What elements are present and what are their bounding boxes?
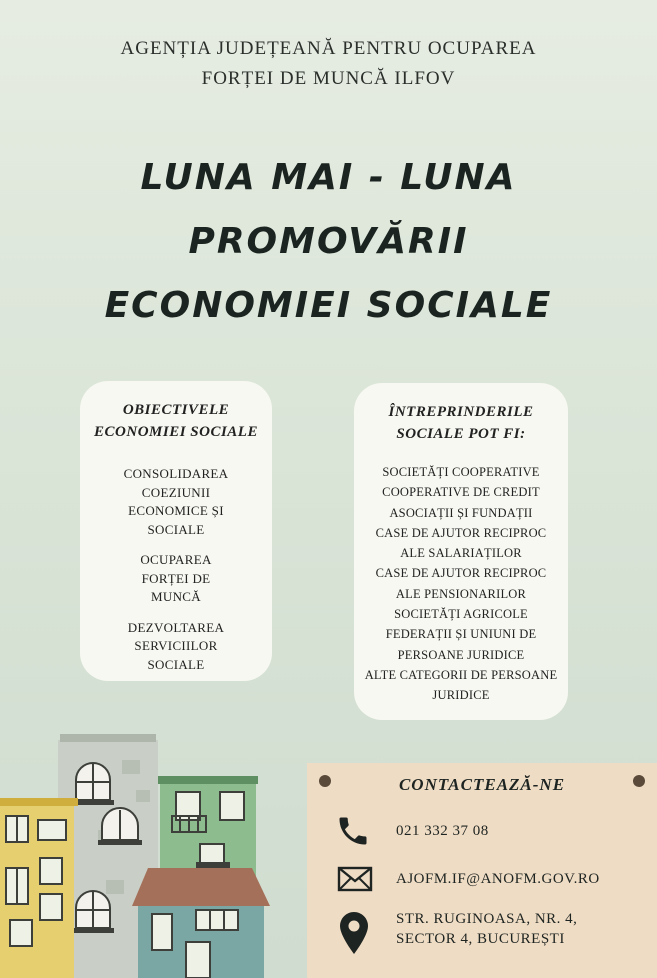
agency-name <box>0 34 657 94</box>
objective-item <box>80 465 272 539</box>
enterprise-line: SOCIETĂȚI COOPERATIVE <box>382 465 540 479</box>
enterprise-line: JURIDICE <box>432 688 490 703</box>
enterprises-title-line1: ÎNTREPRINDERILE <box>388 404 534 420</box>
objective-line: MUNCĂ <box>151 589 201 604</box>
headline-line3: ECONOMIEI SOCIALE <box>104 285 553 326</box>
enterprise-line: SOCIETĂȚI AGRICOLE <box>394 607 528 622</box>
agency-name-line2: FORȚEI DE MUNCĂ ILFOV <box>201 68 456 89</box>
enterprises-card <box>354 383 568 720</box>
headline-line2: PROMOVĂRII <box>188 221 469 262</box>
objectives-title <box>80 399 272 443</box>
enterprise-line: COOPERATIVE DE CREDIT <box>382 485 540 500</box>
agency-name-line1: AGENȚIA JUDEȚEANĂ PENTRU OCUPAREA <box>120 38 537 59</box>
enterprise-line: ASOCIAȚII ȘI FUNDAȚII <box>389 505 533 520</box>
enterprises-title <box>354 401 568 445</box>
objective-line: FORȚEI DE <box>141 570 211 586</box>
map-pin-icon <box>339 911 369 955</box>
objectives-title-line2: ECONOMIEI SOCIALE <box>94 424 258 440</box>
headline <box>0 146 657 338</box>
objectives-title-line1: OBIECTIVELE <box>122 402 230 418</box>
contact-title: CONTACTEAZĂ-NE <box>398 775 566 794</box>
enterprises-list <box>354 462 568 706</box>
objective-line: ECONOMICE ȘI <box>128 503 224 518</box>
enterprise-line: ALTE CATEGORII DE PERSOANE <box>364 667 558 682</box>
objective-line: SOCIALE <box>147 521 205 537</box>
objective-line: OCUPAREA <box>140 552 212 567</box>
enterprise-line: PERSOANE JURIDICE <box>397 647 525 662</box>
enterprises-title-line2: SOCIALE POT FI: <box>396 426 526 442</box>
objective-line: DEZVOLTAREA <box>127 619 225 635</box>
objectives-card <box>80 381 272 681</box>
envelope-icon <box>337 866 373 892</box>
phone-link[interactable]: 021 332 37 08 <box>396 823 489 839</box>
objective-line: COEZIUNII <box>141 484 211 500</box>
objective-item <box>80 619 272 675</box>
roof-house <box>132 868 270 978</box>
objective-item <box>80 551 272 607</box>
phone-icon <box>335 813 371 849</box>
headline-line1: LUNA MAI - LUNA <box>140 157 517 198</box>
enterprise-line: FEDERAȚII ȘI UNIUNI DE <box>385 627 537 642</box>
objective-line: SERVICIILOR <box>134 638 218 653</box>
enterprise-line: ALE SALARIAȚILOR <box>400 546 522 561</box>
enterprise-line: CASE DE AJUTOR RECIPROC <box>375 566 547 581</box>
contact-panel <box>307 763 657 978</box>
enterprise-line: CASE DE AJUTOR RECIPROC <box>375 525 547 540</box>
email-link[interactable]: AJOFM.IF@ANOFM.GOV.RO <box>396 871 600 887</box>
address-line1: STR. RUGINOASA, NR. 4, <box>396 911 578 927</box>
objectives-list <box>80 465 272 674</box>
yellow-building <box>0 798 78 978</box>
objective-line: SOCIALE <box>147 656 205 672</box>
buildings-illustration <box>0 730 310 978</box>
objective-line: CONSOLIDAREA <box>123 466 229 481</box>
address <box>396 909 577 949</box>
address-line2: SECTOR 4, BUCUREȘTI <box>396 931 565 947</box>
enterprise-line: ALE PENSIONARILOR <box>395 586 527 601</box>
